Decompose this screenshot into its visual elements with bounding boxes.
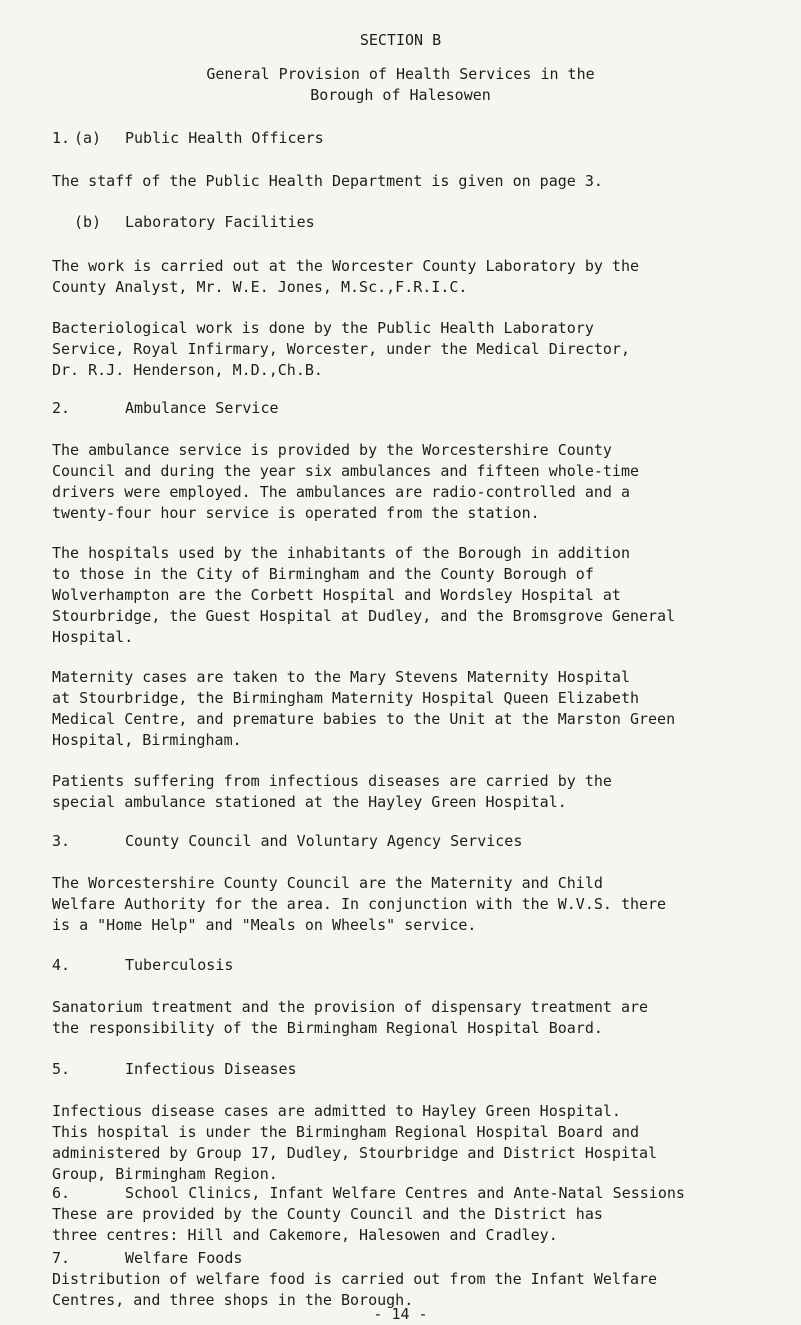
section-2-paragraph-2: The hospitals used by the inhabitants of the Borough in addition to those in the City of Birmingham and the County Borough of Wolverhampton are the Corbett Hospital and Wordsley Hospital at Stourbridge, the Guest Hospital at Dudley, and the Bromsgrove General Hospital. bbox=[52, 544, 676, 646]
section-2-paragraph-3: Maternity cases are taken to the Mary Stevens Maternity Hospital at Stourbridge, the Birmingham Maternity Hospital Queen Elizabeth Medical Centre, and premature babies to the Unit at the Marston Green Hospital, Birmingham. bbox=[52, 668, 676, 749]
section-3-number: 3. bbox=[52, 832, 71, 850]
page-number: - 14 - bbox=[373, 1305, 428, 1323]
section-2-heading: Ambulance Service bbox=[125, 399, 279, 417]
section-1b-heading: Laboratory Facilities bbox=[125, 213, 315, 231]
section-5-number: 5. bbox=[52, 1060, 71, 1078]
section-7-number: 7. bbox=[52, 1249, 71, 1267]
section-1a-heading: Public Health Officers bbox=[125, 129, 324, 147]
section-4-heading: Tuberculosis bbox=[125, 956, 234, 974]
section-1-number: 1. bbox=[52, 129, 71, 147]
section-1a-paragraph: The staff of the Public Health Department is given on page 3. bbox=[52, 172, 603, 190]
section-2-paragraph-4: Patients suffering from infectious diseases are carried by the special ambulance stationed at the Hayley Green Hospital. bbox=[52, 772, 612, 811]
section-7-heading: Welfare Foods bbox=[125, 1249, 243, 1267]
section-7-paragraph: Distribution of welfare food is carried out from the Infant Welfare Centres, and three shops in the Borough. bbox=[52, 1270, 658, 1309]
section-4-paragraph: Sanatorium treatment and the provision of dispensary treatment are the responsibility of the Birmingham Regional Hospital Board. bbox=[52, 998, 649, 1037]
section-1b-paragraph-2: Bacteriological work is done by the Public Health Laboratory Service, Royal Infirmary, Worcester, under the Medical Director, Dr. R.J. Henderson, M.D.,Ch.B. bbox=[52, 319, 630, 379]
section-3-heading: County Council and Voluntary Agency Services bbox=[125, 832, 523, 850]
section-6-heading: School Clinics, Infant Welfare Centres and Ante-Natal Sessions bbox=[125, 1184, 685, 1202]
section-1a-letter: (a) bbox=[74, 129, 102, 147]
section-1b-letter: (b) bbox=[74, 213, 102, 231]
section-header: SECTION B bbox=[359, 31, 442, 49]
section-2-paragraph-1: The ambulance service is provided by the Worcestershire County Council and during the year six ambulances and fifteen whole-time drivers were employed. The ambulances are radio-controlled and a twenty-four hour service is operated from the station. bbox=[52, 441, 639, 522]
section-5-paragraph: Infectious disease cases are admitted to Hayley Green Hospital. This hospital is under the Birmingham Regional Hospital Board and administered by Group 17, Dudley, Stourbridge and District Hospital Group, Birmingham Region. bbox=[52, 1102, 658, 1183]
section-1b-paragraph-1: The work is carried out at the Worcester County Laboratory by the County Analyst, Mr. W.E. Jones, M.Sc.,F.R.I.C. bbox=[52, 257, 639, 296]
section-3-paragraph: The Worcestershire County Council are the Maternity and Child Welfare Authority for the area. In conjunction with the W.V.S. there is a "Home Help" and "Meals on Wheels" service. bbox=[52, 874, 667, 934]
document-title-line-2: Borough of Halesowen bbox=[310, 86, 491, 104]
section-6-number: 6. bbox=[52, 1184, 71, 1202]
section-2-number: 2. bbox=[52, 399, 71, 417]
section-4-number: 4. bbox=[52, 956, 71, 974]
section-6-paragraph: These are provided by the County Council and the District has three centres: Hill and Cakemore, Halesowen and Cradley. bbox=[52, 1205, 603, 1244]
document-title-line-1: General Provision of Health Services in the bbox=[206, 65, 595, 83]
section-5-heading: Infectious Diseases bbox=[125, 1060, 297, 1078]
